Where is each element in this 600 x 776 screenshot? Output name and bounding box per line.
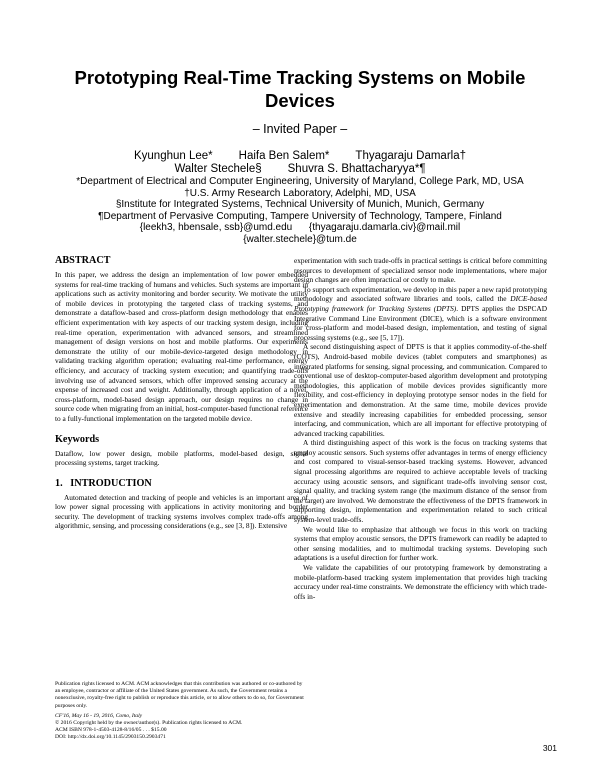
footnote-rights: Publication rights licensed to ACM. ACM acknowledges that this contribution was authored or co-authored by an employee, contractor or affiliate of the United States government. As such, the Government retains a nonexclusive, royalty-free right to publish or reproduce this article, or to allow others to do so, for Government purposes only. — [55, 681, 304, 709]
paragraph: We would like to emphasize that although we focus in this work on tracking systems that employ acoustic sensors, the DPTS framework can readily be adapted to other sensing modalities, and to multimodal tracking systems. Developing such adaptations is a useful direction for further work. — [294, 524, 547, 563]
affiliation: ¶Department of Pervasive Computing, Tampere University of Technology, Tampere, Finland — [98, 210, 502, 222]
author-names-line-2 — [60, 163, 540, 176]
right-column — [294, 256, 547, 601]
paragraph: experimentation with such trade-offs in practical settings is critical before committing resources to development of specialized sensor node implementations, where major design changes are often impractical or costly to make. — [294, 256, 547, 285]
author-emails: {walter.stechele}@tum.de — [243, 233, 357, 245]
left-column — [55, 255, 308, 531]
abstract-text: In this paper, we address the design an implementation of low power embedded systems for real-time tracking of humans and vehicles. Such systems are important in applications such as activity monitoring and border security. We motivate the utility of mobile devices in prototyping the targeted class of tracking systems, and demonstrate a dataflow-based and cross-platform design methodology that enables efficient experimentation with key aspects of our tracking system design, including real-time operation, experimentation with advanced sensors, and streamlined management of design versions on host and mobile platforms. Our experiments demonstrate the utility of our mobile-device-targeted design methodology in validating tracking algorithm operation; evaluating real-time performance, energy efficiency, and accuracy of tracking system execution; and quantifying trade-offs involving use of advanced sensors, which offer improved sensing accuracy at the expense of increased cost and weight. Additionally, through application of a novel, cross-platform, model-based design approach, our design requires no change in source code when migrating from an initial, host-computer-based functional reference to a fully-functional implementation on the targeted mobile device. — [55, 270, 308, 423]
paragraph: To support such experimentation, we develop in this paper a new rapid prototyping methodology and associated software libraries and tools, called the DICE-based Prototyping framework for Tracking Systems (DPTS). DPTS applies the DSPCAD Integrative Command Line Environment (DICE), which is a software environment for cross-platform and model-based design, implementation, and testing of signal processing systems (e.g., see [5, 17]). — [294, 284, 548, 342]
author-name: Thyagaraju Damarla† — [355, 150, 467, 162]
affiliation: †U.S. Army Research Laboratory, Adelphi, MD, USA — [184, 187, 416, 199]
footnote-conference: CF'16, May 16 - 19, 2016, Como, Italy — [55, 712, 143, 719]
author-block — [60, 150, 540, 246]
author-emails: {leekh3, hbensale, ssb}@umd.edu {thyagaraju.damarla.civ}@mail.mil — [139, 222, 461, 234]
paper-title: Prototyping Real-Time Tracking Systems on Mobile Devices — [74, 67, 526, 111]
author-name: Kyunghun Lee* — [133, 150, 213, 162]
keywords-heading: Keywords — [55, 433, 100, 445]
paragraph: A third distinguishing aspect of this work is the focus on tracking systems that employ acoustic sensors. Such systems offer advantages in terms of energy efficiency and cost compared to visual-sensor-based tracking systems. However, advanced signal processing algorithms are required to achieve acceptable levels of tracking accuracy using acoustic sensors, and significant trade-offs involving sensor cost, signal quality, and tracking system range (the maximum distance of the sensor from the target) are involved. We demonstrate the effectiveness of the DPTS framework in supporting design, implementation and experimentation related to such critical system-level trade-offs. — [294, 438, 547, 525]
paragraph: A second distinguishing aspect of DPTS is that it applies commodity-of-the-shelf (COTS), Android-based mobile devices (tablet computers and smartphones) as integrated platforms for sensing, signal processing, and communication. Compared to conventional use of desktop-computer-based algorithm development and prototyping methodologies, this application of mobile devices provides significantly more flexibility, and cost-efficiency in deploying prototype sensor nodes in the field for experimentation and demonstration. At the same time, mobile devices provide extensive and steadily increasing capabilities for embedded processing, sensor interfacing, and communication, which are all important for effective prototyping of advanced tracking capabilities. — [294, 342, 547, 438]
keywords-text: Dataflow, low power design, mobile platforms, model-based design, signal processing systems, target tracking. — [55, 448, 308, 468]
author-name: Walter Stechele§ — [174, 163, 262, 175]
affiliation: §Institute for Integrated Systems, Technical University of Munich, Munich, Germany — [115, 199, 485, 211]
introduction-text: Automated detection and tracking of people and vehicles is an important area of low power signal processing with applications in activity monitoring and border security. The development of tracking systems involves complex trade-offs among algorithmic, sensing, and processing considerations (e.g., see [3, 8]). Extensive — [55, 492, 308, 531]
copyright-footnote — [55, 681, 308, 742]
author-name: Shuvra S. Bhattacharyya*¶ — [287, 163, 426, 175]
footnote-copyright: © 2016 Copyright held by the owner/author(s). Publication rights licensed to ACM. — [55, 720, 243, 727]
introduction-heading: 1. INTRODUCTION — [55, 477, 152, 489]
footnote-doi: DOI: http://dx.doi.org/10.1145/2903150.2903471 — [55, 734, 166, 741]
footnote-isbn: ACM ISBN 978-1-4503-4128-8/16/05 . . . $15.00 — [55, 727, 167, 734]
page-number: 301 — [542, 743, 557, 753]
affiliation: *Department of Electrical and Computer Engineering, University of Maryland, College Park, MD, USA — [76, 176, 524, 187]
abstract-heading: ABSTRACT — [55, 255, 111, 266]
paragraph: We validate the capabilities of our prototyping framework by demonstrating a mobile-platform-based tracking system implementation that provides high tracking accuracy under real-time constraints. We demonstrate the efficiency with which trade-offs in- — [294, 563, 548, 601]
paper-subtitle: – Invited Paper – — [252, 122, 348, 136]
author-names-line-1 — [60, 150, 540, 163]
author-name: Haifa Ben Salem* — [238, 150, 330, 162]
